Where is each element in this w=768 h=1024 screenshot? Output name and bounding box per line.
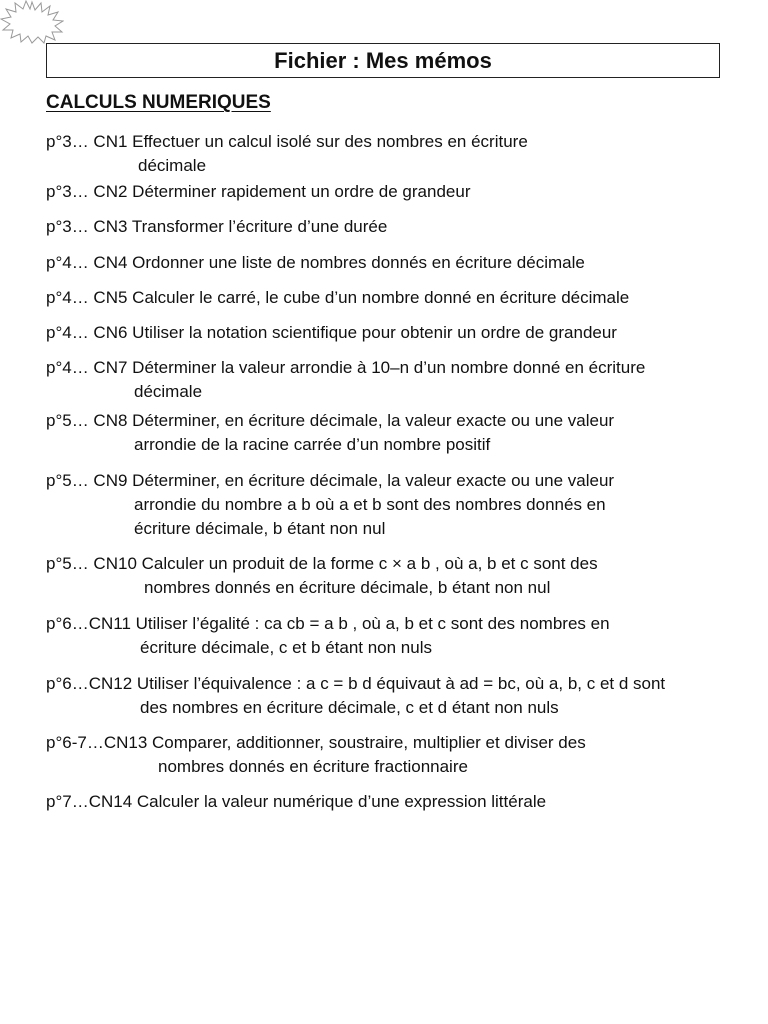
memo-entry [46,215,736,239]
memo-entry [46,321,736,345]
memo-entry [46,130,736,178]
entry-continuation: nombres donnés en écriture fractionnaire [158,757,468,776]
entry-text: Utiliser l’égalité : ca cb = a b , où a, b et c sont des nombres en [130,614,610,633]
entry-reference: p°3… CN3 [46,217,128,236]
entry-reference: p°7…CN14 [46,792,133,811]
entry-continuation: nombres donnés en écriture décimale, b étant non nul [144,578,551,597]
memo-entry [46,469,736,541]
entry-reference: p°6-7…CN13 [46,733,148,752]
memo-entry [46,180,736,204]
entry-reference: p°4… CN5 [46,288,128,307]
entry-text: Utiliser l’équivalence : a c = b d équivaut à ad = bc, où a, b, c et d sont [132,674,666,693]
entry-continuation: décimale [134,382,203,401]
section-heading: CALCULS NUMERIQUES [46,92,271,113]
memo-entry [46,672,736,720]
entry-text: Calculer la valeur numérique d’une expression littérale [132,792,547,811]
entry-continuation: des nombres en écriture décimale, c et d étant non nuls [140,698,559,717]
entry-text: Effectuer un calcul isolé sur des nombres en écriture [127,132,528,151]
entry-text: Transformer l’écriture d’une durée [127,217,388,236]
entry-text: Calculer le carré, le cube d’un nombre donné en écriture décimale [127,288,630,307]
entry-text: Comparer, additionner, soustraire, multiplier et diviser des [147,733,586,752]
entry-reference: p°5… CN10 [46,554,137,573]
entry-reference: p°6…CN12 [46,674,133,693]
entry-text: Déterminer rapidement un ordre de grandeur [127,182,471,201]
page-title-text: Fichier : Mes mémos [274,47,492,73]
entry-reference: p°3… CN1 [46,132,128,151]
entry-reference: p°6…CN11 [46,614,131,633]
entry-reference: p°5… CN9 [46,471,128,490]
memo-entry [46,356,736,404]
entry-continuation: décimale [138,156,207,175]
memo-entry [46,251,736,275]
entry-reference: p°5… CN8 [46,411,128,430]
entry-text: Déterminer, en écriture décimale, la valeur exacte ou une valeur [127,411,615,430]
entry-reference: p°4… CN6 [46,323,128,342]
entry-continuation: écriture décimale, b étant non nul [134,519,386,538]
entry-continuation: arrondie du nombre a b où a et b sont des nombres donnés en [134,495,606,514]
memo-entry [46,286,736,310]
memo-entry [46,409,736,457]
memo-entry [46,612,736,660]
entry-text: Ordonner une liste de nombres donnés en écriture décimale [127,253,585,272]
entry-reference: p°4… CN7 [46,358,128,377]
entry-text: Utiliser la notation scientifique pour obtenir un ordre de grandeur [127,323,617,342]
starburst-icon [0,0,64,44]
entry-text: Calculer un produit de la forme c × a b , où a, b et c sont des [136,554,598,573]
entry-text: Déterminer la valeur arrondie à 10–n d’un nombre donné en écriture [127,358,646,377]
memo-entry [46,731,736,779]
entry-text: Déterminer, en écriture décimale, la valeur exacte ou une valeur [127,471,615,490]
memo-entry [46,552,736,600]
entry-reference: p°3… CN2 [46,182,128,201]
memo-entry [46,790,736,814]
page-title [46,43,720,78]
entry-reference: p°4… CN4 [46,253,128,272]
entry-continuation: arrondie de la racine carrée d’un nombre positif [134,435,491,454]
entry-continuation: écriture décimale, c et b étant non nuls [140,638,432,657]
